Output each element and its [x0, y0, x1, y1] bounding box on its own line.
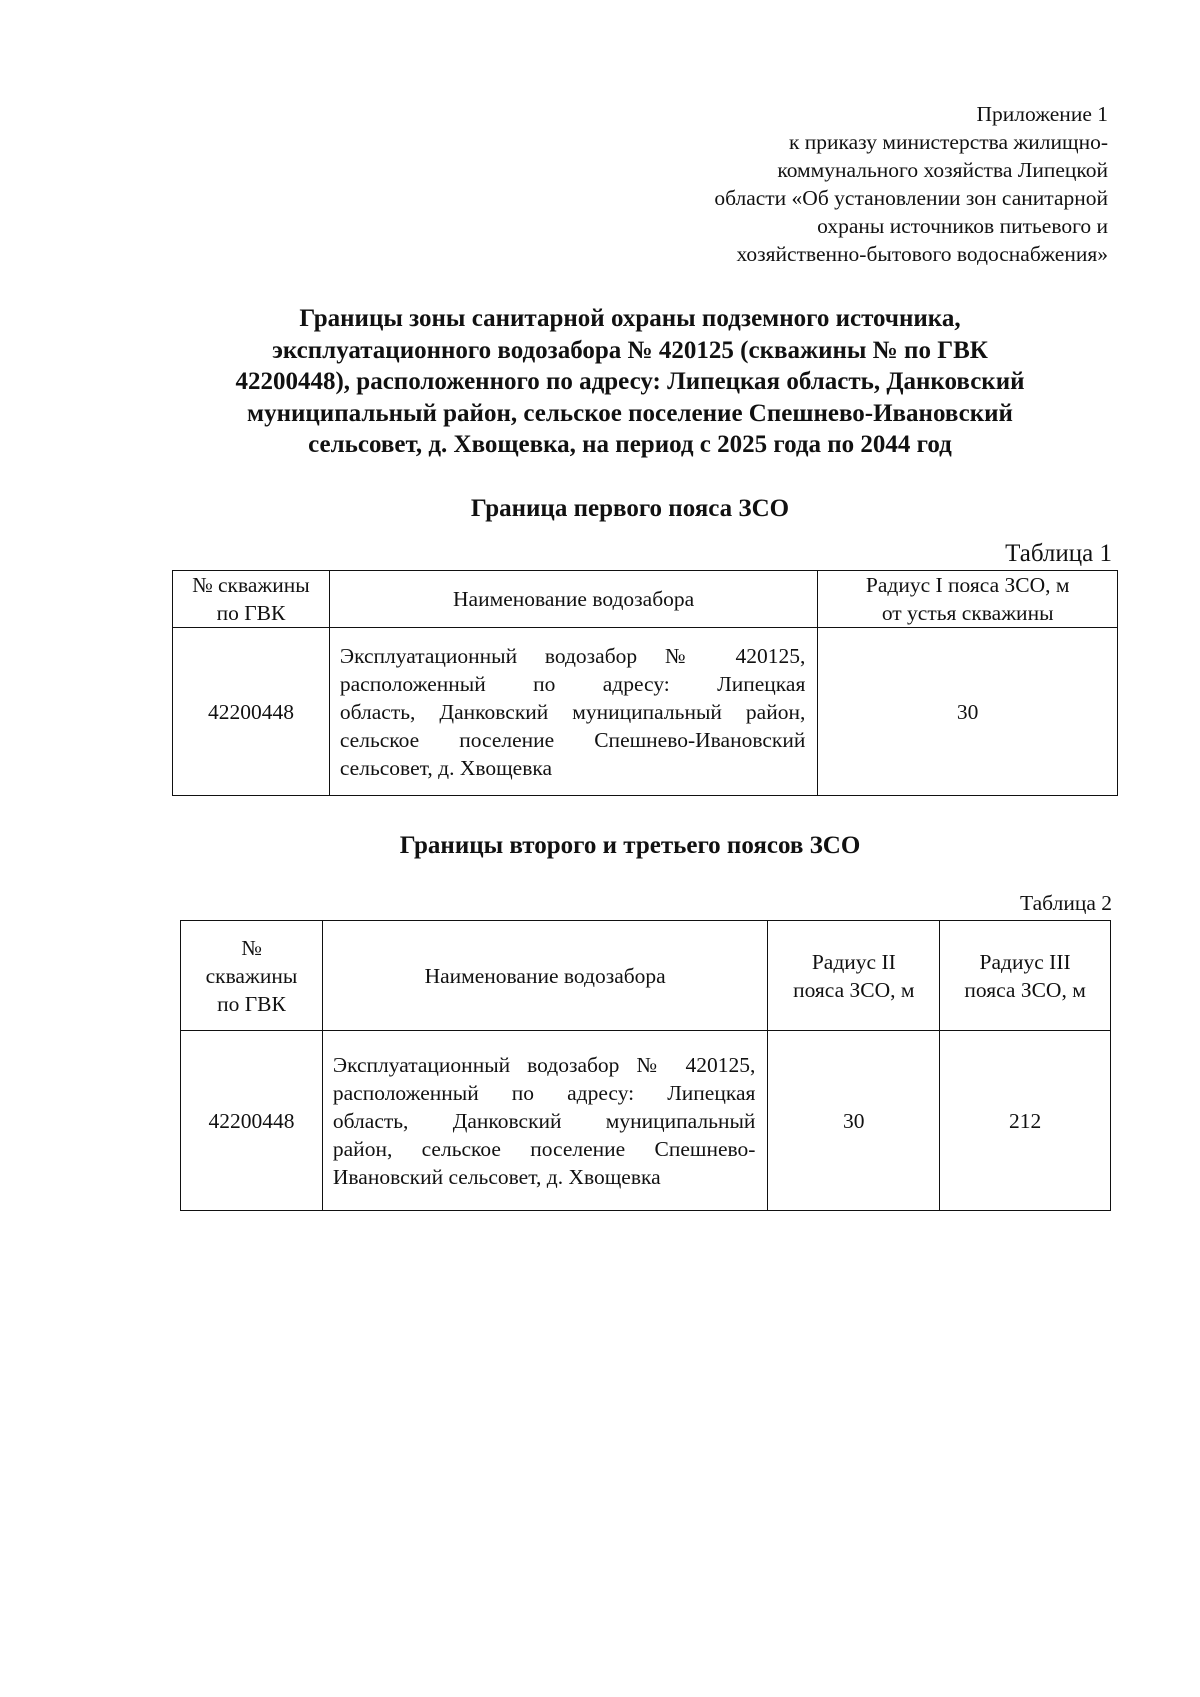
appendix-note: [638, 100, 1108, 268]
cell-radius-3: 212: [940, 1031, 1111, 1211]
table-header-row: [173, 571, 1118, 628]
document-title: [160, 303, 1100, 461]
appendix-line: коммунального хозяйства Липецкой: [777, 158, 1108, 182]
cell-intake-name: Эксплуатационный водозабор № 420125, расположенный по адресу: Липецкая область, Данковский муниципальный район, сельское поселение Спешнево- Ивановский сельсовет, д. Хвощевка: [322, 1031, 768, 1211]
appendix-line: хозяйственно-бытового водоснабжения»: [736, 242, 1108, 266]
appendix-line: Приложение 1: [976, 102, 1108, 126]
title-line: сельсовет, д. Хвощевка, на период с 2025 года по 2044 год: [308, 431, 952, 458]
title-line: Границы зоны санитарной охраны подземного источника,: [299, 305, 961, 332]
header-well: № скважины по ГВК: [173, 571, 330, 628]
cell-radius-2: 30: [768, 1031, 940, 1211]
appendix-line: охраны источников питьевого и: [817, 214, 1108, 238]
cell-well-number: 42200448: [173, 628, 330, 796]
header-radius-1: Радиус I пояса ЗСО, м от устья скважины: [818, 571, 1118, 628]
table-first-zone: [172, 570, 1118, 796]
header-well: № скважины по ГВК: [181, 921, 323, 1031]
header-radius-3: Радиус III пояса ЗСО, м: [940, 921, 1111, 1031]
appendix-line: области «Об установлении зон санитарной: [714, 186, 1108, 210]
section-2-heading: Границы второго и третьего поясов ЗСО: [399, 832, 861, 859]
header-name: Наименование водозабора: [322, 921, 768, 1031]
cell-intake-name: Эксплуатационный водозабор № 420125, расположенный по адресу: Липецкая область, Данковский муниципальный район, сельское поселение Спешнево-Ивановский сельсовет, д. Хвощевка: [329, 628, 817, 796]
title-line: муниципальный район, сельское поселение Спешнево-Ивановский: [247, 399, 1013, 427]
appendix-line: к приказу министерства жилищно-: [788, 130, 1108, 154]
table-1-label: Таблица 1: [1005, 540, 1112, 567]
cell-radius-1: 30: [818, 628, 1118, 796]
section-1-heading: Граница первого пояса ЗСО: [470, 495, 790, 522]
table-header-row: [181, 921, 1111, 1031]
cell-well-number: 42200448: [181, 1031, 323, 1211]
table-second-third-zones: [180, 920, 1111, 1211]
title-line: 42200448), расположенного по адресу: Липецкая область, Данковский: [235, 368, 1025, 395]
table-row: [181, 1031, 1111, 1211]
header-radius-2: Радиус II пояса ЗСО, м: [768, 921, 940, 1031]
table-row: [173, 628, 1118, 796]
table-2-label: Таблица 2: [1020, 891, 1112, 915]
title-line: эксплуатационного водозабора № 420125 (скважины № по ГВК: [272, 336, 988, 364]
header-name: Наименование водозабора: [329, 571, 817, 628]
